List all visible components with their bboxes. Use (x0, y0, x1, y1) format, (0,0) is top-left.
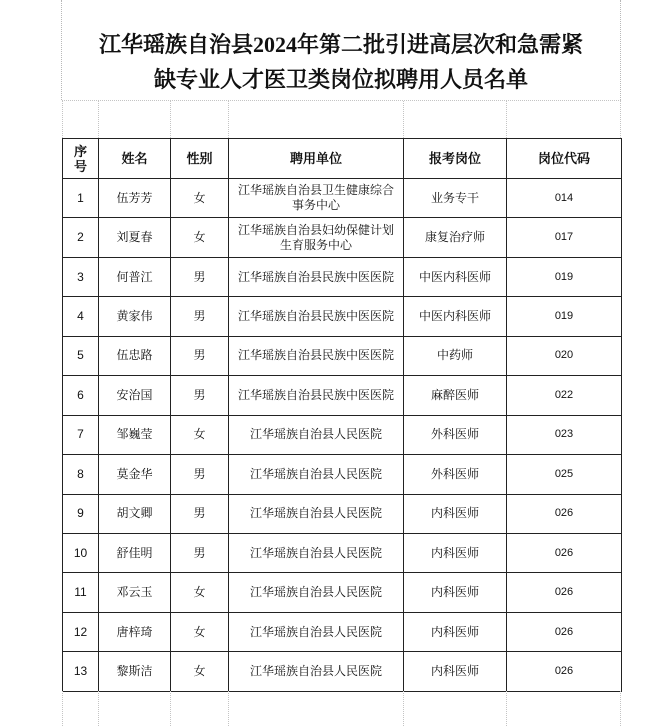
cell-position: 业务专干 (404, 179, 507, 218)
cell-unit: 江华瑶族自治县人民医院 (229, 415, 404, 454)
cell-name: 黄家伟 (99, 297, 171, 336)
cell-position: 内科医师 (404, 573, 507, 612)
cell-position: 外科医师 (404, 455, 507, 494)
cell-name: 唐梓琦 (99, 612, 171, 651)
cell-code: 019 (507, 257, 622, 296)
cell-gender: 男 (171, 297, 229, 336)
table-body (63, 179, 622, 692)
cell-name: 刘夏春 (99, 218, 171, 257)
header-row (63, 139, 622, 179)
cell-no: 9 (63, 494, 99, 533)
table-row (63, 336, 622, 375)
cell-unit: 江华瑶族自治县人民医院 (229, 573, 404, 612)
cell-code: 020 (507, 336, 622, 375)
cell-gender: 女 (171, 218, 229, 257)
cell-position: 中医内科医师 (404, 257, 507, 296)
cell-unit: 江华瑶族自治县人民医院 (229, 612, 404, 651)
cell-unit: 江华瑶族自治县卫生健康综合事务中心 (229, 179, 404, 218)
cell-code: 019 (507, 297, 622, 336)
cell-position: 外科医师 (404, 415, 507, 454)
cell-unit: 江华瑶族自治县人民医院 (229, 494, 404, 533)
cell-unit: 江华瑶族自治县妇幼保健计划生育服务中心 (229, 218, 404, 257)
cell-gender: 女 (171, 652, 229, 691)
cell-gender: 男 (171, 455, 229, 494)
cell-unit: 江华瑶族自治县人民医院 (229, 455, 404, 494)
cell-gender: 男 (171, 494, 229, 533)
grid-cell (506, 691, 621, 726)
cell-gender: 男 (171, 533, 229, 572)
grid-cell (98, 101, 170, 138)
grid-cell (170, 101, 228, 138)
title-line-1: 江华瑶族自治县2024年第二批引进高层次和急需紧 (98, 32, 583, 57)
cell-name: 伍芳芳 (99, 179, 171, 218)
cell-position: 麻醉医师 (404, 376, 507, 415)
cell-name: 黎斯洁 (99, 652, 171, 691)
cell-no: 11 (63, 573, 99, 612)
cell-unit: 江华瑶族自治县人民医院 (229, 652, 404, 691)
cell-unit: 江华瑶族自治县民族中医医院 (229, 257, 404, 296)
cell-unit: 江华瑶族自治县民族中医医院 (229, 297, 404, 336)
cell-code: 025 (507, 455, 622, 494)
cell-code: 026 (507, 652, 622, 691)
title-line-2: 缺专业人才医卫类岗位拟聘用人员名单 (153, 67, 528, 92)
grid-cell (62, 101, 98, 138)
cell-gender: 男 (171, 336, 229, 375)
cell-no: 10 (63, 533, 99, 572)
header-unit: 聘用单位 (229, 139, 404, 179)
cell-no: 8 (63, 455, 99, 494)
cell-position: 内科医师 (404, 652, 507, 691)
cell-no: 5 (63, 336, 99, 375)
cell-no: 1 (63, 179, 99, 218)
cell-name: 邹巍莹 (99, 415, 171, 454)
cell-position: 中药师 (404, 336, 507, 375)
table-row (63, 218, 622, 257)
roster-table (62, 138, 622, 692)
blank-grid-row-bottom (62, 691, 621, 726)
cell-gender: 女 (171, 573, 229, 612)
cell-code: 014 (507, 179, 622, 218)
cell-no: 7 (63, 415, 99, 454)
document-title (61, 0, 621, 100)
cell-code: 026 (507, 494, 622, 533)
cell-code: 022 (507, 376, 622, 415)
cell-no: 2 (63, 218, 99, 257)
table-row (63, 257, 622, 296)
grid-cell (403, 101, 506, 138)
cell-code: 017 (507, 218, 622, 257)
grid-cell (506, 101, 621, 138)
table-row (63, 415, 622, 454)
cell-gender: 女 (171, 415, 229, 454)
cell-no: 12 (63, 612, 99, 651)
cell-unit: 江华瑶族自治县民族中医医院 (229, 376, 404, 415)
grid-cell (228, 101, 403, 138)
table-row (63, 652, 622, 691)
cell-position: 中医内科医师 (404, 297, 507, 336)
header-code: 岗位代码 (507, 139, 622, 179)
cell-no: 4 (63, 297, 99, 336)
cell-gender: 男 (171, 257, 229, 296)
table-row (63, 455, 622, 494)
cell-position: 康复治疗师 (404, 218, 507, 257)
table-row (63, 376, 622, 415)
cell-no: 6 (63, 376, 99, 415)
grid-cell (228, 691, 403, 726)
cell-position: 内科医师 (404, 612, 507, 651)
cell-name: 莫金华 (99, 455, 171, 494)
cell-gender: 女 (171, 612, 229, 651)
grid-cell (170, 691, 228, 726)
cell-no: 3 (63, 257, 99, 296)
cell-unit: 江华瑶族自治县人民医院 (229, 533, 404, 572)
grid-cell (62, 691, 98, 726)
table-header (63, 139, 622, 179)
cell-name: 安治国 (99, 376, 171, 415)
header-name: 姓名 (99, 139, 171, 179)
cell-name: 何普江 (99, 257, 171, 296)
cell-code: 026 (507, 612, 622, 651)
table-row (63, 179, 622, 218)
header-no: 序号 (63, 139, 99, 179)
header-position: 报考岗位 (404, 139, 507, 179)
cell-name: 伍忠路 (99, 336, 171, 375)
cell-unit: 江华瑶族自治县民族中医医院 (229, 336, 404, 375)
cell-code: 026 (507, 533, 622, 572)
cell-code: 026 (507, 573, 622, 612)
blank-grid-row-top (62, 100, 621, 138)
header-gender: 性别 (171, 139, 229, 179)
cell-position: 内科医师 (404, 494, 507, 533)
table-row (63, 533, 622, 572)
cell-position: 内科医师 (404, 533, 507, 572)
cell-gender: 男 (171, 376, 229, 415)
grid-cell (98, 691, 170, 726)
cell-name: 舒佳明 (99, 533, 171, 572)
cell-code: 023 (507, 415, 622, 454)
table-row (63, 573, 622, 612)
cell-no: 13 (63, 652, 99, 691)
cell-name: 胡文卿 (99, 494, 171, 533)
cell-name: 邓云玉 (99, 573, 171, 612)
cell-gender: 女 (171, 179, 229, 218)
table-row (63, 297, 622, 336)
table-row (63, 494, 622, 533)
table-row (63, 612, 622, 651)
grid-cell (403, 691, 506, 726)
